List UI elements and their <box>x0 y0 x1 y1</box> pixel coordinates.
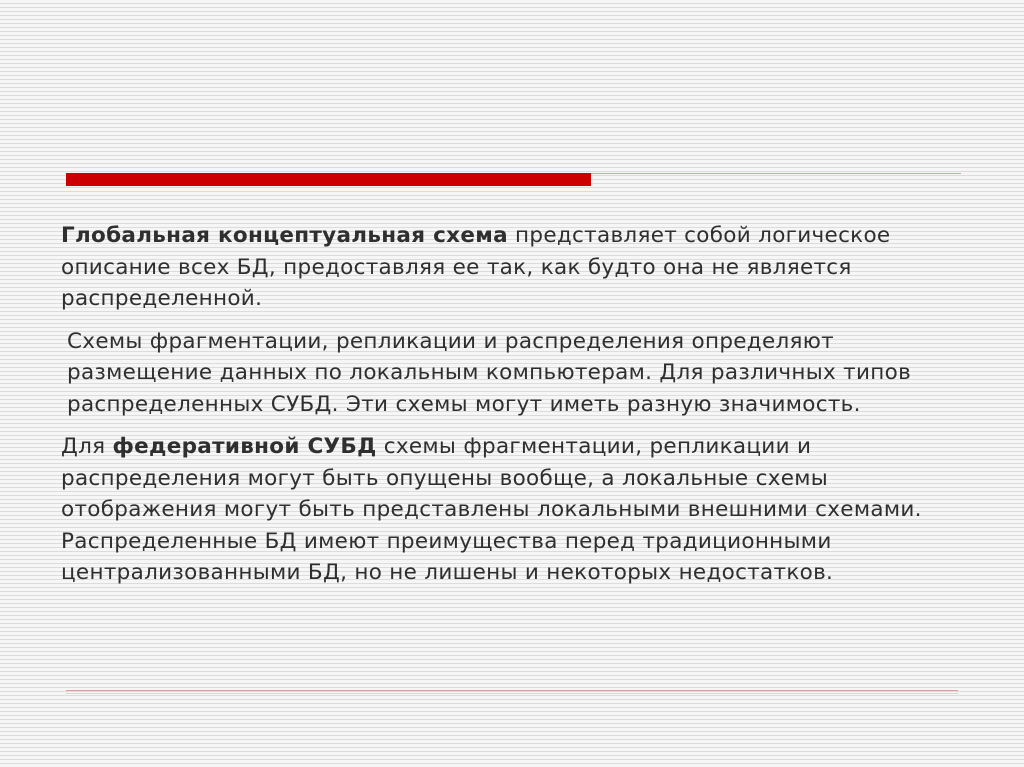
paragraph-global-schema-text: представляет собой логическое описание всех БД, предоставляя ее так, как будто она не является распределенной. <box>61 223 891 311</box>
bottom-divider-shadow <box>66 693 958 694</box>
paragraph-global-schema <box>61 220 961 315</box>
paragraph-federated-dbms-text: схемы фрагментации, репликации и распределения могут быть опущены вообще, а локальные схемы отображения могут быть представлены локальными внешними схемами. Распределенные БД имеют преимущества перед традиционными централизованными БД, но не лишены и некоторых недостатков. <box>61 434 922 585</box>
paragraph-federated-dbms <box>61 431 961 589</box>
term-global-conceptual-schema: Глобальная концептуальная схема <box>61 223 508 248</box>
slide-body <box>61 220 961 600</box>
paragraph-fragmentation-schemas-text: Схемы фрагментации, репликации и распределения определяют размещение данных по локальным компьютерам. Для различных типов распределенных СУБД. Эти схемы могут иметь разную значимость. <box>67 328 912 417</box>
paragraph-fragmentation-schemas <box>61 326 961 421</box>
term-federated-dbms: федеративной СУБД <box>112 434 377 459</box>
top-accent-line <box>591 173 961 174</box>
top-accent-bar <box>66 173 591 186</box>
paragraph-federated-dbms-lead: Для <box>61 434 113 459</box>
bottom-divider-line <box>66 690 958 691</box>
